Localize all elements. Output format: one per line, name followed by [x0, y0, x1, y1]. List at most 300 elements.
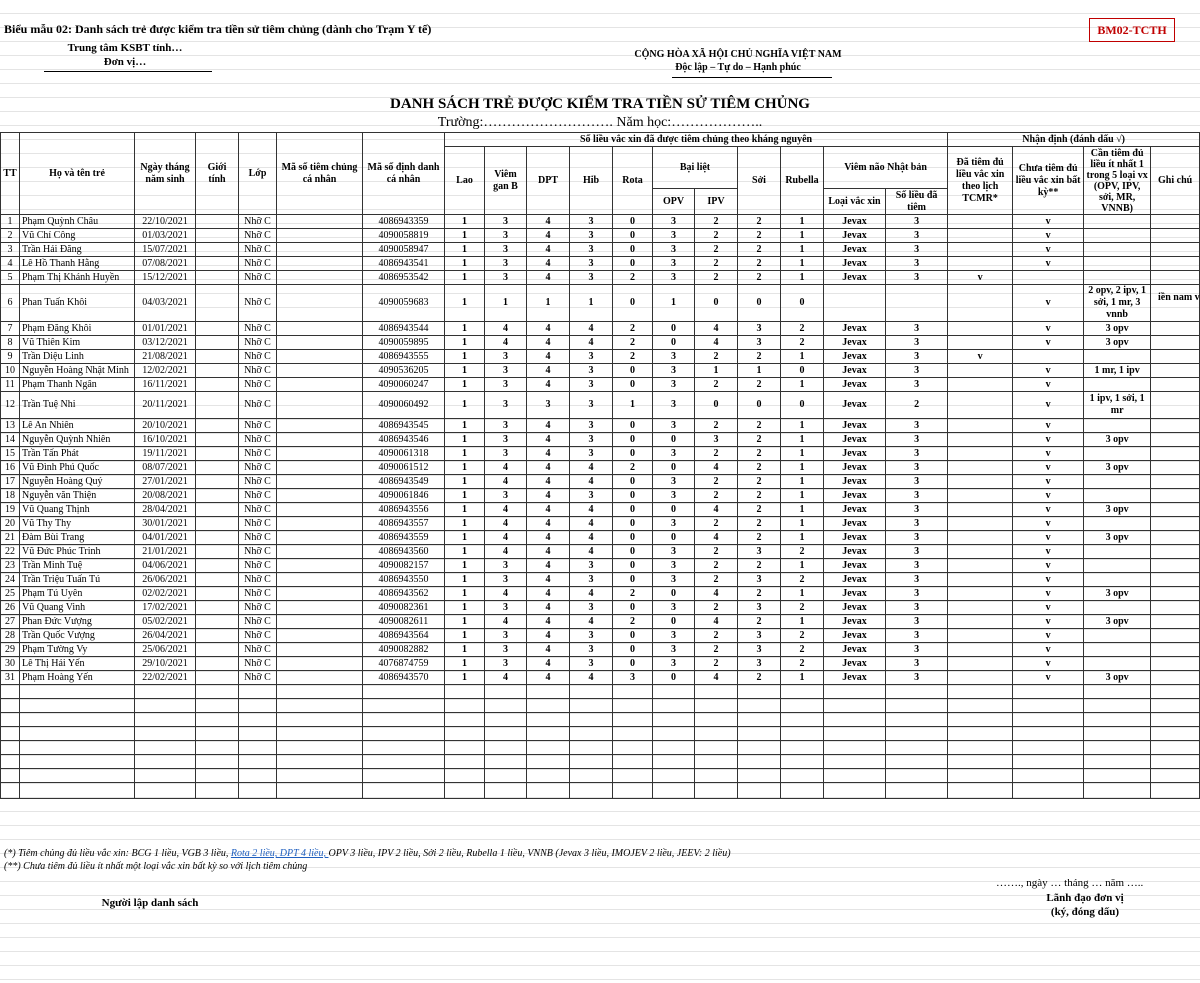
- cell-cls[interactable]: Nhỡ C: [239, 322, 277, 336]
- cell-jed[interactable]: 3: [886, 573, 948, 587]
- cell-need[interactable]: 3 opv: [1084, 461, 1151, 475]
- cell-soi[interactable]: 3: [738, 657, 781, 671]
- cell-hepb[interactable]: 3: [485, 364, 527, 378]
- cell-pid[interactable]: 4090061512: [363, 461, 445, 475]
- cell-sex[interactable]: [196, 629, 239, 643]
- cell-hib[interactable]: 3: [570, 378, 613, 392]
- table-row[interactable]: [1, 615, 1200, 629]
- cell-note[interactable]: [1151, 461, 1200, 475]
- cell-dob[interactable]: 22/02/2021: [135, 671, 196, 685]
- cell-tt[interactable]: 8: [1, 336, 20, 350]
- cell-je[interactable]: Jevax: [824, 336, 886, 350]
- empty-row[interactable]: [1, 713, 1200, 727]
- cell-soi[interactable]: 3: [738, 643, 781, 657]
- empty-cell[interactable]: [738, 699, 781, 713]
- empty-cell[interactable]: [363, 769, 445, 783]
- empty-cell[interactable]: [653, 685, 695, 699]
- cell-opv[interactable]: 3: [653, 243, 695, 257]
- cell-name[interactable]: Phan Tuấn Khôi: [20, 285, 135, 322]
- empty-cell[interactable]: [135, 769, 196, 783]
- cell-ipv[interactable]: 2: [695, 257, 738, 271]
- cell-nf[interactable]: v: [1013, 257, 1084, 271]
- cell-jed[interactable]: 3: [886, 587, 948, 601]
- empty-cell[interactable]: [781, 685, 824, 699]
- cell-rub[interactable]: 1: [781, 475, 824, 489]
- cell-nf[interactable]: v: [1013, 559, 1084, 573]
- cell-full[interactable]: [948, 615, 1013, 629]
- cell-soi[interactable]: 2: [738, 243, 781, 257]
- cell-jed[interactable]: 3: [886, 545, 948, 559]
- cell-rota[interactable]: 0: [613, 378, 653, 392]
- cell-je[interactable]: Jevax: [824, 433, 886, 447]
- cell-sex[interactable]: [196, 350, 239, 364]
- empty-cell[interactable]: [277, 713, 363, 727]
- cell-note[interactable]: [1151, 378, 1200, 392]
- cell-note[interactable]: [1151, 392, 1200, 419]
- cell-hepb[interactable]: 4: [485, 461, 527, 475]
- cell-vid[interactable]: [277, 378, 363, 392]
- table-row[interactable]: [1, 392, 1200, 419]
- cell-hepb[interactable]: 3: [485, 257, 527, 271]
- empty-cell[interactable]: [363, 727, 445, 741]
- cell-dob[interactable]: 30/01/2021: [135, 517, 196, 531]
- cell-need[interactable]: 1 mr, 1 ipv: [1084, 364, 1151, 378]
- cell-dpt[interactable]: 4: [527, 573, 570, 587]
- table-row[interactable]: [1, 559, 1200, 573]
- cell-rub[interactable]: 1: [781, 615, 824, 629]
- empty-cell[interactable]: [886, 769, 948, 783]
- cell-jed[interactable]: 3: [886, 243, 948, 257]
- cell-soi[interactable]: 2: [738, 517, 781, 531]
- cell-lao[interactable]: 1: [445, 350, 485, 364]
- cell-full[interactable]: [948, 447, 1013, 461]
- cell-nf[interactable]: v: [1013, 229, 1084, 243]
- table-row[interactable]: [1, 573, 1200, 587]
- cell-hepb[interactable]: 3: [485, 629, 527, 643]
- empty-cell[interactable]: [196, 727, 239, 741]
- cell-rub[interactable]: 0: [781, 392, 824, 419]
- cell-nf[interactable]: v: [1013, 615, 1084, 629]
- empty-cell[interactable]: [695, 685, 738, 699]
- cell-jed[interactable]: 3: [886, 461, 948, 475]
- cell-need[interactable]: 3 opv: [1084, 336, 1151, 350]
- cell-dpt[interactable]: 4: [527, 461, 570, 475]
- empty-cell[interactable]: [527, 755, 570, 769]
- empty-cell[interactable]: [239, 783, 277, 799]
- empty-cell[interactable]: [20, 727, 135, 741]
- empty-cell[interactable]: [363, 713, 445, 727]
- cell-soi[interactable]: 2: [738, 587, 781, 601]
- cell-need[interactable]: [1084, 257, 1151, 271]
- cell-rub[interactable]: 1: [781, 503, 824, 517]
- cell-je[interactable]: Jevax: [824, 503, 886, 517]
- cell-lao[interactable]: 1: [445, 587, 485, 601]
- cell-jed[interactable]: 3: [886, 350, 948, 364]
- cell-rota[interactable]: 0: [613, 517, 653, 531]
- empty-cell[interactable]: [485, 783, 527, 799]
- cell-opv[interactable]: 0: [653, 322, 695, 336]
- empty-cell[interactable]: [527, 685, 570, 699]
- cell-jed[interactable]: 3: [886, 271, 948, 285]
- empty-cell[interactable]: [527, 713, 570, 727]
- table-row[interactable]: [1, 322, 1200, 336]
- cell-name[interactable]: Phạm Đăng Khôi: [20, 322, 135, 336]
- cell-sex[interactable]: [196, 573, 239, 587]
- empty-cell[interactable]: [1013, 755, 1084, 769]
- cell-name[interactable]: Nguyễn Hoàng Quý: [20, 475, 135, 489]
- cell-ipv[interactable]: 2: [695, 489, 738, 503]
- empty-cell[interactable]: [20, 713, 135, 727]
- cell-vid[interactable]: [277, 573, 363, 587]
- cell-ipv[interactable]: 0: [695, 285, 738, 322]
- cell-hepb[interactable]: 3: [485, 601, 527, 615]
- cell-lao[interactable]: 1: [445, 271, 485, 285]
- cell-ipv[interactable]: 4: [695, 671, 738, 685]
- cell-jed[interactable]: 3: [886, 489, 948, 503]
- cell-rota[interactable]: 0: [613, 531, 653, 545]
- cell-name[interactable]: Nguyễn văn Thiện: [20, 489, 135, 503]
- cell-tt[interactable]: 31: [1, 671, 20, 685]
- cell-lao[interactable]: 1: [445, 475, 485, 489]
- cell-tt[interactable]: 11: [1, 378, 20, 392]
- cell-opv[interactable]: 3: [653, 559, 695, 573]
- empty-cell[interactable]: [1084, 769, 1151, 783]
- empty-cell[interactable]: [1084, 685, 1151, 699]
- table-row[interactable]: [1, 433, 1200, 447]
- cell-full[interactable]: [948, 559, 1013, 573]
- cell-sex[interactable]: [196, 601, 239, 615]
- cell-je[interactable]: Jevax: [824, 489, 886, 503]
- empty-cell[interactable]: [135, 783, 196, 799]
- empty-cell[interactable]: [135, 685, 196, 699]
- cell-hib[interactable]: 3: [570, 559, 613, 573]
- cell-name[interactable]: Phạm Tú Uyên: [20, 587, 135, 601]
- cell-rota[interactable]: 2: [613, 461, 653, 475]
- empty-cell[interactable]: [570, 769, 613, 783]
- cell-nf[interactable]: [1013, 271, 1084, 285]
- empty-cell[interactable]: [570, 741, 613, 755]
- cell-pid[interactable]: 4086943564: [363, 629, 445, 643]
- cell-dob[interactable]: 16/10/2021: [135, 433, 196, 447]
- empty-cell[interactable]: [1084, 727, 1151, 741]
- cell-jed[interactable]: 3: [886, 257, 948, 271]
- cell-vid[interactable]: [277, 657, 363, 671]
- cell-sex[interactable]: [196, 671, 239, 685]
- cell-hib[interactable]: 4: [570, 545, 613, 559]
- cell-jed[interactable]: 3: [886, 531, 948, 545]
- empty-cell[interactable]: [570, 755, 613, 769]
- cell-soi[interactable]: 2: [738, 559, 781, 573]
- cell-vid[interactable]: [277, 587, 363, 601]
- cell-cls[interactable]: Nhỡ C: [239, 545, 277, 559]
- empty-cell[interactable]: [738, 783, 781, 799]
- cell-vid[interactable]: [277, 461, 363, 475]
- cell-note[interactable]: [1151, 229, 1200, 243]
- cell-opv[interactable]: 3: [653, 489, 695, 503]
- empty-cell[interactable]: [781, 741, 824, 755]
- cell-dob[interactable]: 22/10/2021: [135, 215, 196, 229]
- cell-lao[interactable]: 1: [445, 601, 485, 615]
- cell-tt[interactable]: 9: [1, 350, 20, 364]
- cell-lao[interactable]: 1: [445, 447, 485, 461]
- cell-opv[interactable]: 3: [653, 447, 695, 461]
- table-row[interactable]: [1, 271, 1200, 285]
- cell-dpt[interactable]: 3: [527, 392, 570, 419]
- cell-hepb[interactable]: 4: [485, 475, 527, 489]
- cell-dpt[interactable]: 4: [527, 531, 570, 545]
- cell-rota[interactable]: 0: [613, 489, 653, 503]
- cell-need[interactable]: [1084, 447, 1151, 461]
- cell-rub[interactable]: 1: [781, 378, 824, 392]
- empty-row[interactable]: [1, 699, 1200, 713]
- cell-rota[interactable]: 0: [613, 215, 653, 229]
- cell-need[interactable]: [1084, 643, 1151, 657]
- cell-cls[interactable]: Nhỡ C: [239, 475, 277, 489]
- cell-hib[interactable]: 3: [570, 392, 613, 419]
- cell-ipv[interactable]: 2: [695, 447, 738, 461]
- cell-tt[interactable]: 26: [1, 601, 20, 615]
- cell-need[interactable]: 3 opv: [1084, 433, 1151, 447]
- cell-hepb[interactable]: 4: [485, 531, 527, 545]
- cell-je[interactable]: Jevax: [824, 419, 886, 433]
- cell-rota[interactable]: 2: [613, 350, 653, 364]
- cell-dob[interactable]: 20/08/2021: [135, 489, 196, 503]
- cell-note[interactable]: [1151, 322, 1200, 336]
- empty-cell[interactable]: [1151, 783, 1200, 799]
- cell-soi[interactable]: 3: [738, 573, 781, 587]
- cell-vid[interactable]: [277, 285, 363, 322]
- cell-rub[interactable]: 0: [781, 364, 824, 378]
- cell-dob[interactable]: 04/06/2021: [135, 559, 196, 573]
- cell-need[interactable]: [1084, 559, 1151, 573]
- cell-need[interactable]: 3 opv: [1084, 615, 1151, 629]
- cell-vid[interactable]: [277, 392, 363, 419]
- cell-need[interactable]: [1084, 229, 1151, 243]
- cell-vid[interactable]: [277, 271, 363, 285]
- empty-cell[interactable]: [485, 699, 527, 713]
- cell-cls[interactable]: Nhỡ C: [239, 615, 277, 629]
- empty-cell[interactable]: [1013, 685, 1084, 699]
- empty-cell[interactable]: [738, 713, 781, 727]
- cell-hepb[interactable]: 3: [485, 271, 527, 285]
- cell-rub[interactable]: 2: [781, 545, 824, 559]
- empty-row[interactable]: [1, 755, 1200, 769]
- cell-hepb[interactable]: 3: [485, 243, 527, 257]
- cell-soi[interactable]: 2: [738, 461, 781, 475]
- cell-dob[interactable]: 26/04/2021: [135, 629, 196, 643]
- empty-cell[interactable]: [948, 769, 1013, 783]
- cell-name[interactable]: Vũ Quang Thịnh: [20, 503, 135, 517]
- empty-cell[interactable]: [1151, 755, 1200, 769]
- cell-note[interactable]: [1151, 531, 1200, 545]
- cell-tt[interactable]: 5: [1, 271, 20, 285]
- cell-rota[interactable]: 0: [613, 643, 653, 657]
- cell-need[interactable]: 3 opv: [1084, 503, 1151, 517]
- cell-pid[interactable]: 4090061846: [363, 489, 445, 503]
- cell-cls[interactable]: Nhỡ C: [239, 433, 277, 447]
- cell-hib[interactable]: 4: [570, 503, 613, 517]
- empty-cell[interactable]: [1013, 741, 1084, 755]
- cell-vid[interactable]: [277, 229, 363, 243]
- cell-vid[interactable]: [277, 671, 363, 685]
- empty-cell[interactable]: [886, 685, 948, 699]
- cell-hib[interactable]: 4: [570, 615, 613, 629]
- cell-pid[interactable]: 4086943557: [363, 517, 445, 531]
- cell-ipv[interactable]: 2: [695, 573, 738, 587]
- cell-name[interactable]: Trần Minh Tuệ: [20, 559, 135, 573]
- empty-cell[interactable]: [20, 685, 135, 699]
- cell-ipv[interactable]: 2: [695, 475, 738, 489]
- cell-dpt[interactable]: 4: [527, 364, 570, 378]
- cell-tt[interactable]: 18: [1, 489, 20, 503]
- cell-name[interactable]: Vũ Quang Vinh: [20, 601, 135, 615]
- cell-je[interactable]: Jevax: [824, 461, 886, 475]
- cell-dob[interactable]: 28/04/2021: [135, 503, 196, 517]
- cell-name[interactable]: Trần Hải Đăng: [20, 243, 135, 257]
- cell-sex[interactable]: [196, 615, 239, 629]
- empty-row[interactable]: [1, 727, 1200, 741]
- cell-note[interactable]: [1151, 643, 1200, 657]
- table-row[interactable]: [1, 489, 1200, 503]
- cell-note[interactable]: [1151, 271, 1200, 285]
- cell-dpt[interactable]: 4: [527, 545, 570, 559]
- cell-lao[interactable]: 1: [445, 573, 485, 587]
- empty-cell[interactable]: [695, 699, 738, 713]
- cell-pid[interactable]: 4090058947: [363, 243, 445, 257]
- empty-cell[interactable]: [20, 755, 135, 769]
- cell-note[interactable]: [1151, 336, 1200, 350]
- table-row[interactable]: [1, 517, 1200, 531]
- cell-dpt[interactable]: 4: [527, 229, 570, 243]
- cell-rub[interactable]: 0: [781, 285, 824, 322]
- cell-nf[interactable]: v: [1013, 215, 1084, 229]
- cell-hepb[interactable]: 3: [485, 573, 527, 587]
- cell-hepb[interactable]: 3: [485, 215, 527, 229]
- empty-cell[interactable]: [738, 769, 781, 783]
- cell-full[interactable]: [948, 392, 1013, 419]
- empty-cell[interactable]: [277, 727, 363, 741]
- cell-opv[interactable]: 0: [653, 336, 695, 350]
- cell-opv[interactable]: 3: [653, 601, 695, 615]
- empty-cell[interactable]: [1013, 783, 1084, 799]
- cell-nf[interactable]: v: [1013, 587, 1084, 601]
- table-row[interactable]: [1, 657, 1200, 671]
- cell-lao[interactable]: 1: [445, 322, 485, 336]
- cell-need[interactable]: [1084, 419, 1151, 433]
- cell-jed[interactable]: 3: [886, 629, 948, 643]
- cell-ipv[interactable]: 2: [695, 601, 738, 615]
- cell-tt[interactable]: 19: [1, 503, 20, 517]
- cell-je[interactable]: [824, 285, 886, 322]
- cell-hepb[interactable]: 4: [485, 587, 527, 601]
- cell-rub[interactable]: 1: [781, 559, 824, 573]
- empty-cell[interactable]: [363, 783, 445, 799]
- cell-opv[interactable]: 0: [653, 671, 695, 685]
- empty-cell[interactable]: [1, 727, 20, 741]
- cell-name[interactable]: Lê An Nhiên: [20, 419, 135, 433]
- cell-tt[interactable]: 20: [1, 517, 20, 531]
- cell-hepb[interactable]: 3: [485, 350, 527, 364]
- cell-cls[interactable]: Nhỡ C: [239, 643, 277, 657]
- cell-note[interactable]: [1151, 215, 1200, 229]
- cell-rota[interactable]: 0: [613, 573, 653, 587]
- table-row[interactable]: [1, 364, 1200, 378]
- cell-opv[interactable]: 3: [653, 657, 695, 671]
- cell-tt[interactable]: 14: [1, 433, 20, 447]
- cell-cls[interactable]: Nhỡ C: [239, 503, 277, 517]
- cell-je[interactable]: Jevax: [824, 215, 886, 229]
- cell-dob[interactable]: 05/02/2021: [135, 615, 196, 629]
- empty-cell[interactable]: [781, 727, 824, 741]
- cell-hepb[interactable]: 4: [485, 322, 527, 336]
- cell-lao[interactable]: 1: [445, 461, 485, 475]
- cell-name[interactable]: Phạm Thanh Ngân: [20, 378, 135, 392]
- empty-cell[interactable]: [738, 755, 781, 769]
- empty-cell[interactable]: [445, 755, 485, 769]
- cell-jed[interactable]: 3: [886, 657, 948, 671]
- empty-cell[interactable]: [781, 755, 824, 769]
- cell-sex[interactable]: [196, 503, 239, 517]
- cell-dob[interactable]: 21/01/2021: [135, 545, 196, 559]
- cell-cls[interactable]: Nhỡ C: [239, 350, 277, 364]
- cell-note[interactable]: [1151, 489, 1200, 503]
- empty-cell[interactable]: [239, 755, 277, 769]
- cell-rub[interactable]: 1: [781, 531, 824, 545]
- cell-hib[interactable]: 4: [570, 517, 613, 531]
- cell-vid[interactable]: [277, 364, 363, 378]
- cell-je[interactable]: Jevax: [824, 271, 886, 285]
- cell-tt[interactable]: 24: [1, 573, 20, 587]
- cell-rota[interactable]: 0: [613, 475, 653, 489]
- cell-vid[interactable]: [277, 615, 363, 629]
- table-row[interactable]: [1, 671, 1200, 685]
- cell-pid[interactable]: 4090059895: [363, 336, 445, 350]
- cell-full[interactable]: [948, 657, 1013, 671]
- cell-lao[interactable]: 1: [445, 378, 485, 392]
- cell-full[interactable]: [948, 503, 1013, 517]
- cell-nf[interactable]: v: [1013, 601, 1084, 615]
- cell-tt[interactable]: 23: [1, 559, 20, 573]
- cell-rota[interactable]: 0: [613, 447, 653, 461]
- cell-cls[interactable]: Nhỡ C: [239, 587, 277, 601]
- cell-note[interactable]: [1151, 559, 1200, 573]
- empty-cell[interactable]: [824, 741, 886, 755]
- cell-name[interactable]: Lê Thị Hải Yến: [20, 657, 135, 671]
- cell-ipv[interactable]: 4: [695, 322, 738, 336]
- cell-sex[interactable]: [196, 475, 239, 489]
- cell-pid[interactable]: 4090059683: [363, 285, 445, 322]
- cell-opv[interactable]: 1: [653, 285, 695, 322]
- empty-cell[interactable]: [1013, 769, 1084, 783]
- empty-cell[interactable]: [196, 699, 239, 713]
- cell-opv[interactable]: 3: [653, 229, 695, 243]
- cell-full[interactable]: [948, 671, 1013, 685]
- cell-pid[interactable]: 4086943560: [363, 545, 445, 559]
- cell-jed[interactable]: 3: [886, 503, 948, 517]
- cell-hepb[interactable]: 3: [485, 378, 527, 392]
- cell-ipv[interactable]: 2: [695, 629, 738, 643]
- cell-hepb[interactable]: 4: [485, 615, 527, 629]
- cell-rota[interactable]: 0: [613, 559, 653, 573]
- cell-name[interactable]: Trần Triệu Tuấn Tú: [20, 573, 135, 587]
- empty-cell[interactable]: [20, 741, 135, 755]
- empty-cell[interactable]: [239, 699, 277, 713]
- cell-jed[interactable]: 3: [886, 433, 948, 447]
- cell-sex[interactable]: [196, 447, 239, 461]
- cell-opv[interactable]: 3: [653, 392, 695, 419]
- cell-cls[interactable]: Nhỡ C: [239, 447, 277, 461]
- empty-cell[interactable]: [653, 769, 695, 783]
